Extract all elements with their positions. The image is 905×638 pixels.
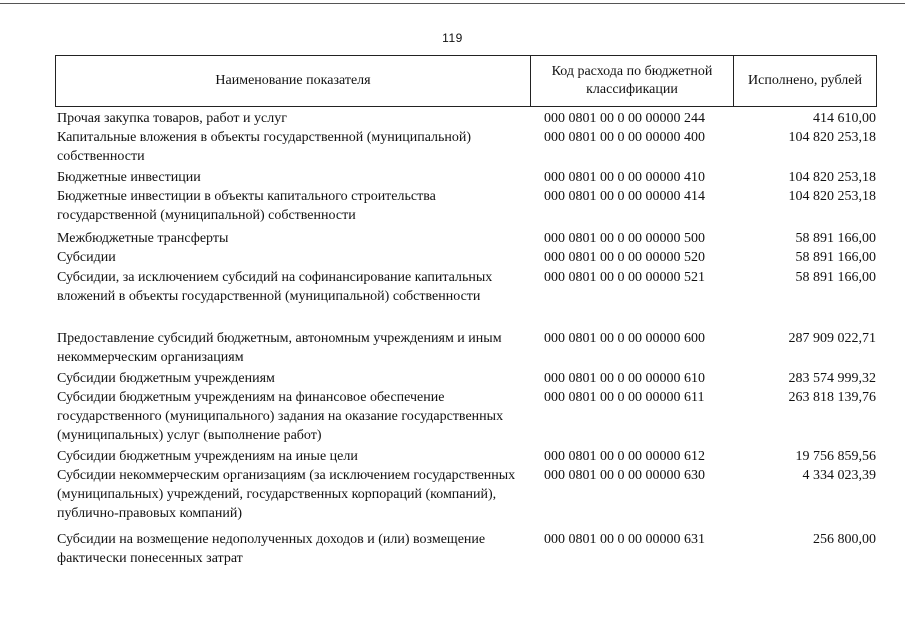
row-amount: 263 818 139,76 <box>788 390 876 405</box>
table-row <box>0 128 905 168</box>
table-row <box>0 109 905 128</box>
row-code: 000 0801 00 0 00 00000 520 <box>544 250 705 265</box>
row-code: 000 0801 00 0 00 00000 630 <box>544 468 705 483</box>
row-amount: 283 574 999,32 <box>788 371 876 386</box>
row-code: 000 0801 00 0 00 00000 244 <box>544 111 705 126</box>
header-code: Код расхода по бюджетной классификации <box>531 56 734 106</box>
row-code: 000 0801 00 0 00 00000 500 <box>544 231 705 246</box>
row-amount: 104 820 253,18 <box>788 189 876 204</box>
row-name: Прочая закупка товаров, работ и услуг <box>57 111 287 126</box>
row-amount: 414 610,00 <box>813 111 876 126</box>
row-amount: 256 800,00 <box>813 532 876 547</box>
page-number: 119 <box>442 31 463 45</box>
row-name: Субсидии бюджетным учреждениям на финансовое обеспечение государственного (муниципального) задания на оказание государственных (муниципальных) услуг (выполнение работ) <box>57 390 504 443</box>
row-code: 000 0801 00 0 00 00000 631 <box>544 532 705 547</box>
top-rule <box>0 3 905 4</box>
table-row <box>0 248 905 268</box>
row-name: Бюджетные инвестиции в объекты капитального строительства государственной (муниципальной) собственности <box>57 189 436 223</box>
table-row <box>0 530 905 570</box>
header-executed: Исполнено, рублей <box>748 73 862 88</box>
table-header <box>55 55 877 107</box>
row-name: Бюджетные инвестиции <box>57 170 201 185</box>
table-row <box>0 229 905 248</box>
table-body <box>0 109 905 570</box>
table-row <box>0 388 905 447</box>
row-name: Межбюджетные трансферты <box>57 231 229 246</box>
row-amount: 104 820 253,18 <box>788 130 876 145</box>
table-row <box>0 447 905 466</box>
row-name: Субсидии бюджетным учреждениям на иные цели <box>57 449 358 464</box>
row-amount: 58 891 166,00 <box>795 270 876 285</box>
row-name: Субсидии бюджетным учреждениям <box>57 371 275 386</box>
table-row <box>0 268 905 329</box>
table-row <box>0 329 905 369</box>
row-amount: 104 820 253,18 <box>788 170 876 185</box>
row-name: Субсидии <box>57 250 116 265</box>
table-row <box>0 168 905 187</box>
row-code: 000 0801 00 0 00 00000 600 <box>544 331 705 346</box>
table-row <box>0 466 905 530</box>
row-code: 000 0801 00 0 00 00000 414 <box>544 189 705 204</box>
row-code: 000 0801 00 0 00 00000 610 <box>544 371 705 386</box>
table-row <box>0 369 905 388</box>
row-amount: 58 891 166,00 <box>795 231 876 246</box>
row-code: 000 0801 00 0 00 00000 521 <box>544 270 705 285</box>
row-amount: 19 756 859,56 <box>795 449 876 464</box>
row-name: Субсидии на возмещение недополученных доходов и (или) возмещение фактически понесенных затрат <box>57 532 486 566</box>
row-amount: 58 891 166,00 <box>795 250 876 265</box>
row-code: 000 0801 00 0 00 00000 410 <box>544 170 705 185</box>
table-row <box>0 187 905 229</box>
row-name: Субсидии, за исключением субсидий на софинансирование капитальных вложений в объекты государственной (муниципальной) собственности <box>57 270 493 304</box>
row-code: 000 0801 00 0 00 00000 400 <box>544 130 705 145</box>
row-name: Субсидии некоммерческим организациям (за исключением государственных (муниципальных) учреждений, государственных корпораций (компаний), публично-правовых компаний) <box>57 468 516 521</box>
row-name: Предоставление субсидий бюджетным, автономным учреждениям и иным некоммерческим организациям <box>57 331 502 365</box>
row-amount: 287 909 022,71 <box>788 331 876 346</box>
row-name: Капитальные вложения в объекты государственной (муниципальной) собственности <box>57 130 472 164</box>
header-name: Наименование показателя <box>56 56 531 106</box>
row-code: 000 0801 00 0 00 00000 612 <box>544 449 705 464</box>
row-amount: 4 334 023,39 <box>802 468 876 483</box>
row-code: 000 0801 00 0 00 00000 611 <box>544 390 705 405</box>
